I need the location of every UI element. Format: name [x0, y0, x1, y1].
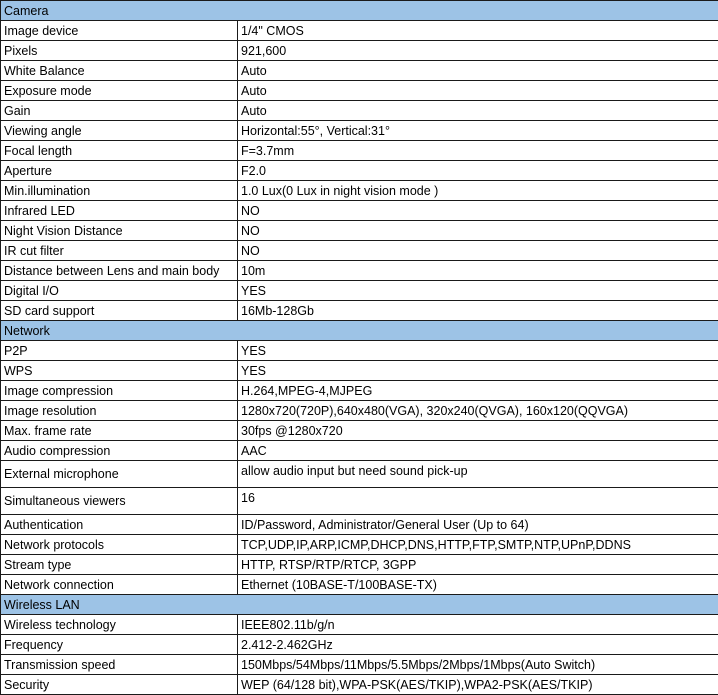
spec-value: AAC: [238, 441, 718, 461]
table-row: [1, 555, 718, 575]
table-row: [1, 41, 718, 61]
table-row: [1, 281, 718, 301]
spec-label: Frequency: [1, 635, 238, 655]
spec-label: Simultaneous viewers: [1, 488, 238, 515]
table-row: [1, 575, 718, 595]
table-row: [1, 515, 718, 535]
spec-value: ID/Password, Administrator/General User (Up to 64): [238, 515, 718, 535]
spec-label: Authentication: [1, 515, 238, 535]
spec-value: IEEE802.11b/g/n: [238, 615, 718, 635]
spec-label: Aperture: [1, 161, 238, 181]
spec-label: Wireless technology: [1, 615, 238, 635]
table-row: [1, 141, 718, 161]
spec-label: Image resolution: [1, 401, 238, 421]
table-row: [1, 361, 718, 381]
spec-label: Night Vision Distance: [1, 221, 238, 241]
spec-label: Digital I/O: [1, 281, 238, 301]
spec-value: YES: [238, 361, 718, 381]
table-row: [1, 488, 718, 515]
spec-value: 1280x720(720P),640x480(VGA), 320x240(QVGA), 160x120(QQVGA): [238, 401, 718, 421]
spec-label: Pixels: [1, 41, 238, 61]
spec-value: 16Mb-128Gb: [238, 301, 718, 321]
section-header-row: [1, 595, 718, 615]
spec-label: Min.illumination: [1, 181, 238, 201]
table-row: [1, 461, 718, 488]
spec-label: Network protocols: [1, 535, 238, 555]
table-row: [1, 655, 718, 675]
table-row: [1, 21, 718, 41]
spec-value: 1/4" CMOS: [238, 21, 718, 41]
spec-value: Auto: [238, 81, 718, 101]
spec-value: Ethernet (10BASE-T/100BASE-TX): [238, 575, 718, 595]
spec-label: IR cut filter: [1, 241, 238, 261]
table-row: [1, 401, 718, 421]
section-title: Wireless LAN: [1, 595, 718, 615]
table-row: [1, 381, 718, 401]
spec-value: F2.0: [238, 161, 718, 181]
table-row: [1, 241, 718, 261]
spec-value: F=3.7mm: [238, 141, 718, 161]
spec-label: Image device: [1, 21, 238, 41]
table-row: [1, 441, 718, 461]
table-row: [1, 181, 718, 201]
spec-value: NO: [238, 241, 718, 261]
spec-value: 10m: [238, 261, 718, 281]
section-title: Network: [1, 321, 718, 341]
section-title: Camera: [1, 1, 718, 21]
spec-value: 2.412-2.462GHz: [238, 635, 718, 655]
spec-value: 921,600: [238, 41, 718, 61]
table-row: [1, 221, 718, 241]
table-row: [1, 535, 718, 555]
spec-value: 150Mbps/54Mbps/11Mbps/5.5Mbps/2Mbps/1Mbps(Auto Switch): [238, 655, 718, 675]
spec-label: Max. frame rate: [1, 421, 238, 441]
spec-value: NO: [238, 221, 718, 241]
spec-value: YES: [238, 281, 718, 301]
table-row: [1, 121, 718, 141]
spec-value: 1.0 Lux(0 Lux in night vision mode ): [238, 181, 718, 201]
table-row: [1, 101, 718, 121]
spec-label: Distance between Lens and main body: [1, 261, 238, 281]
spec-value: 16: [238, 488, 718, 515]
table-row: [1, 341, 718, 361]
spec-value: H.264,MPEG-4,MJPEG: [238, 381, 718, 401]
table-row: [1, 81, 718, 101]
spec-table-body: [1, 1, 718, 695]
spec-label: Audio compression: [1, 441, 238, 461]
spec-label: White Balance: [1, 61, 238, 81]
spec-label: Transmission speed: [1, 655, 238, 675]
table-row: [1, 261, 718, 281]
spec-value: Auto: [238, 101, 718, 121]
spec-label: Focal length: [1, 141, 238, 161]
table-row: [1, 61, 718, 81]
spec-value: NO: [238, 201, 718, 221]
table-row: [1, 421, 718, 441]
spec-label: Viewing angle: [1, 121, 238, 141]
spec-value: Horizontal:55°, Vertical:31°: [238, 121, 718, 141]
table-row: [1, 161, 718, 181]
table-row: [1, 201, 718, 221]
spec-label: Security: [1, 675, 238, 695]
table-row: [1, 301, 718, 321]
spec-label: WPS: [1, 361, 238, 381]
spec-label: Infrared LED: [1, 201, 238, 221]
spec-value: HTTP, RTSP/RTP/RTCP, 3GPP: [238, 555, 718, 575]
spec-label: SD card support: [1, 301, 238, 321]
table-row: [1, 635, 718, 655]
spec-label: Exposure mode: [1, 81, 238, 101]
spec-label: Network connection: [1, 575, 238, 595]
spec-value: TCP,UDP,IP,ARP,ICMP,DHCP,DNS,HTTP,FTP,SMTP,NTP,UPnP,DDNS: [238, 535, 718, 555]
table-row: [1, 675, 718, 695]
spec-label: External microphone: [1, 461, 238, 488]
section-header-row: [1, 1, 718, 21]
spec-value: Auto: [238, 61, 718, 81]
spec-value: allow audio input but need sound pick-up: [238, 461, 718, 488]
spec-value: 30fps @1280x720: [238, 421, 718, 441]
spec-label: Image compression: [1, 381, 238, 401]
spec-label: P2P: [1, 341, 238, 361]
spec-value: YES: [238, 341, 718, 361]
table-row: [1, 615, 718, 635]
spec-label: Stream type: [1, 555, 238, 575]
spec-label: Gain: [1, 101, 238, 121]
spec-value: WEP (64/128 bit),WPA-PSK(AES/TKIP),WPA2-PSK(AES/TKIP): [238, 675, 718, 695]
section-header-row: [1, 321, 718, 341]
